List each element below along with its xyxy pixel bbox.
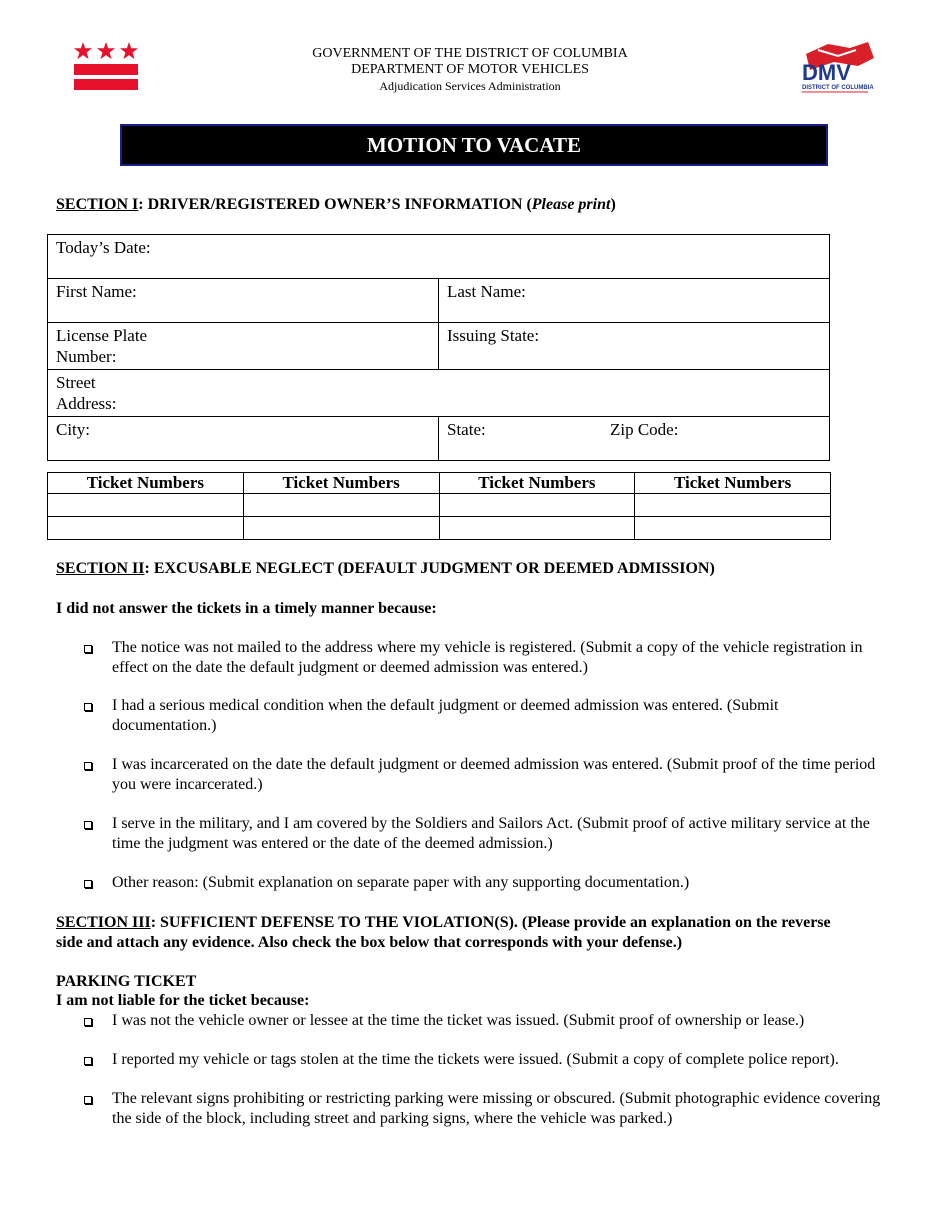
flag-bar [74, 79, 138, 90]
ticket-header: Ticket Numbers [48, 473, 244, 494]
ticket-cell[interactable] [48, 494, 244, 517]
last-name-field[interactable]: Last Name: [439, 279, 830, 323]
checkbox[interactable] [84, 1018, 92, 1026]
ticket-cell[interactable] [635, 494, 831, 517]
checkbox[interactable] [84, 821, 92, 829]
checkbox[interactable] [84, 645, 92, 653]
header-line-1: GOVERNMENT OF THE DISTRICT OF COLUMBIA [312, 46, 628, 61]
option-not-mailed: The notice was not mailed to the address where my vehicle is registered. (Submit a copy of the vehicle registration in effect on the date the default judgment or deemed admission was entered.) [112, 639, 863, 676]
parking-ticket-title: PARKING TICKET [56, 973, 197, 990]
zip-label: Zip Code: [609, 420, 679, 439]
ticket-header: Ticket Numbers [243, 473, 439, 494]
agency-header [230, 46, 710, 94]
ticket-cell[interactable] [243, 494, 439, 517]
option-military: I serve in the military, and I am covered by the Soldiers and Sailors Act. (Submit proof of active military service at the time the judgment was entered or the date of the deemed admission.) [112, 815, 870, 852]
first-name-field[interactable]: First Name: [48, 279, 439, 323]
star-icon [74, 42, 92, 60]
option-medical: I had a serious medical condition when the default judgment or deemed admission was entered. (Submit documentation.) [112, 697, 779, 734]
star-icon [97, 42, 115, 60]
header-line-2: DEPARTMENT OF MOTOR VEHICLES [351, 62, 589, 77]
dmv-logo [798, 40, 876, 94]
ticket-cell[interactable] [439, 494, 635, 517]
dc-flag-logo [74, 42, 138, 92]
owner-info-table [47, 234, 830, 461]
street-address-field[interactable]: Street Address: [48, 370, 830, 417]
section-3-heading: SECTION III: SUFFICIENT DEFENSE TO THE VIOLATION(S). (Please provide an explanation on the reverse side and attach any evidence. Also check the box below that corresponds with your defense.) [56, 914, 831, 951]
state-zip-field[interactable] [439, 417, 830, 461]
parking-intro: I am not liable for the ticket because: [56, 992, 310, 1009]
option-incarcerated: I was incarcerated on the date the default judgment or deemed admission was entered. (Submit proof of the time period you were incarcerated.) [112, 756, 876, 793]
svg-text:DISTRICT OF COLUMBIA: DISTRICT OF COLUMBIA [802, 85, 874, 91]
state-label: State: [447, 420, 486, 439]
option-signs-missing: The relevant signs prohibiting or restricting parking were missing or obscured. (Submit photographic evidence covering the side of the block, including street and parking signs, where the vehicle was parked.) [112, 1090, 881, 1127]
flag-bar [74, 64, 138, 75]
ticket-cell[interactable] [635, 517, 831, 540]
license-plate-field[interactable]: License Plate Number: [48, 323, 439, 370]
ticket-header: Ticket Numbers [635, 473, 831, 494]
header-line-3: Adjudication Services Administration [379, 79, 561, 93]
section-1-heading: SECTION I: DRIVER/REGISTERED OWNER’S INFORMATION (Please print) [56, 196, 616, 213]
todays-date-field[interactable]: Today’s Date: [48, 235, 830, 279]
option-stolen: I reported my vehicle or tags stolen at the time the tickets were issued. (Submit a copy of complete police report). [112, 1051, 839, 1068]
option-not-owner: I was not the vehicle owner or lessee at the time the ticket was issued. (Submit proof of ownership or lease.) [112, 1012, 805, 1029]
city-field[interactable]: City: [48, 417, 439, 461]
ticket-cell[interactable] [48, 517, 244, 540]
checkbox[interactable] [84, 1096, 92, 1104]
form-title: MOTION TO VACATE [120, 124, 828, 166]
ticket-cell[interactable] [439, 517, 635, 540]
dmv-logo-text: DMV [802, 60, 851, 85]
checkbox[interactable] [84, 762, 92, 770]
issuing-state-field[interactable]: Issuing State: [439, 323, 830, 370]
ticket-header: Ticket Numbers [439, 473, 635, 494]
star-icon [120, 42, 138, 60]
ticket-numbers-table [47, 472, 831, 540]
checkbox[interactable] [84, 703, 92, 711]
ticket-cell[interactable] [243, 517, 439, 540]
section-2-heading: SECTION II: EXCUSABLE NEGLECT (DEFAULT JUDGMENT OR DEEMED ADMISSION) [56, 560, 715, 577]
section-2-intro: I did not answer the tickets in a timely manner because: [56, 600, 437, 617]
checkbox[interactable] [84, 880, 92, 888]
checkbox[interactable] [84, 1057, 92, 1065]
option-other: Other reason: (Submit explanation on separate paper with any supporting documentation.) [112, 874, 690, 891]
